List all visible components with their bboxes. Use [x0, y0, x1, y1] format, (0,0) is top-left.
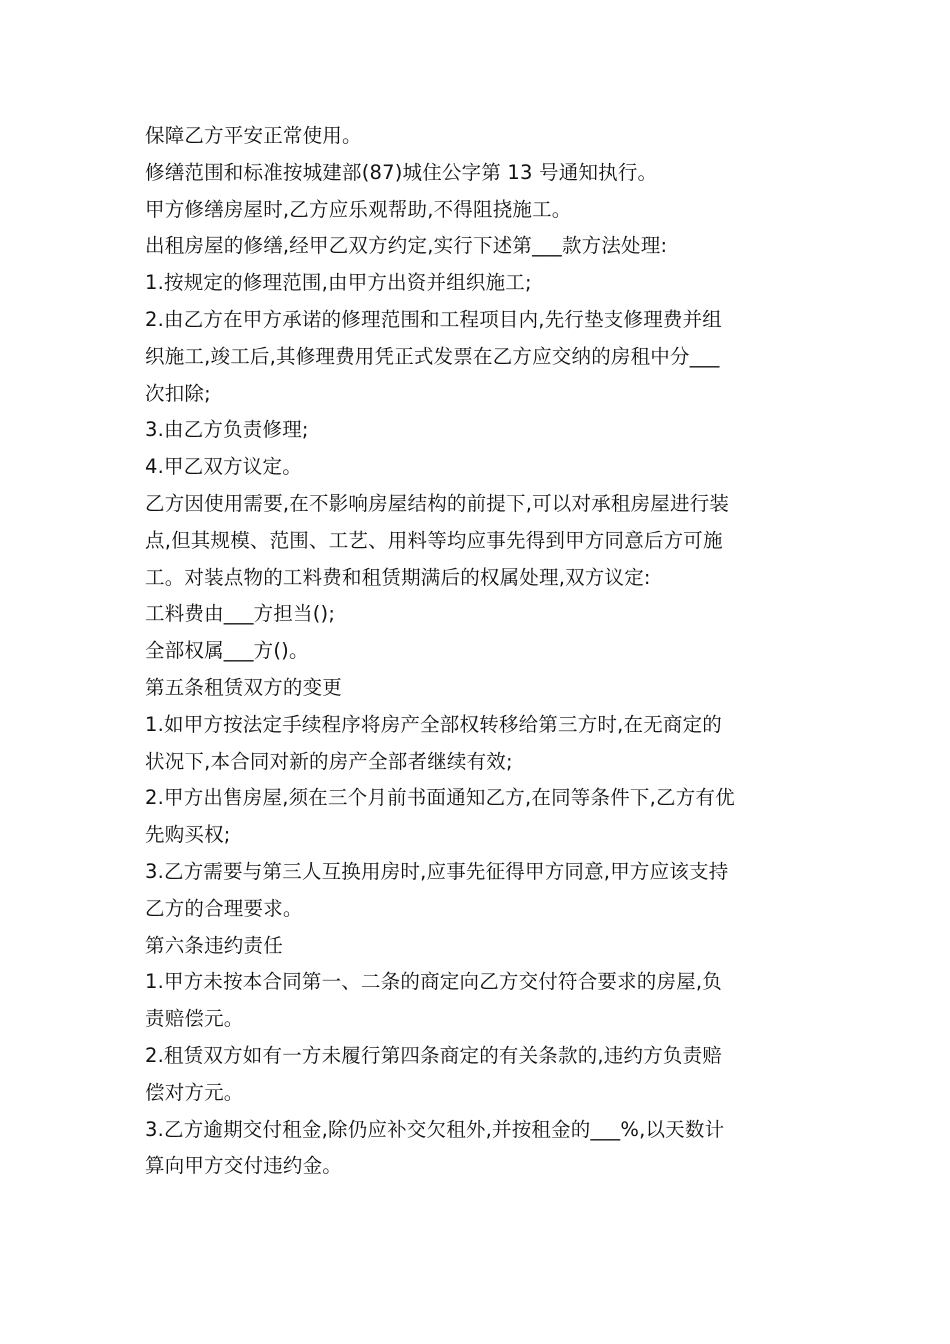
text-line: 乙方的合理要求。	[145, 896, 303, 920]
section-heading: 第五条租赁双方的变更	[145, 675, 343, 699]
text-line: 织施工,竣工后,其修理费用凭正式发票在乙方应交纳的房租中分___	[145, 344, 720, 368]
text-line: 责赔偿元。	[145, 1007, 244, 1031]
text-line: 乙方因使用需要,在不影响房屋结构的前提下,可以对承租房屋进行装	[145, 491, 730, 515]
text-line: 工。对装点物的工料费和租赁期满后的权属处理,双方议定:	[145, 565, 651, 589]
text-line: 点,但其规模、范围、工艺、用料等均应事先得到甲方同意后方可施	[145, 528, 723, 552]
text-line: 1.甲方未按本合同第一、二条的商定向乙方交付符合要求的房屋,负	[145, 970, 723, 994]
text-line: 次扣除;	[145, 381, 211, 405]
section-heading: 第六条违约责任	[145, 933, 283, 957]
text-line: 3.乙方需要与第三人互换用房时,应事先征得甲方同意,甲方应该支持	[145, 859, 729, 883]
text-line: 保障乙方平安正常使用。	[145, 124, 362, 147]
text-line: 3.乙方逾期交付租金,除仍应补交欠租外,并按租金的___%,以天数计	[145, 1117, 725, 1141]
text-line: 2.由乙方在甲方承诺的修理范围和工程项目内,先行垫支修理费并组	[145, 307, 723, 331]
text-line: 全部权属___方()。	[145, 639, 309, 663]
text-line: 甲方修缮房屋时,乙方应乐观帮助,不得阻挠施工。	[145, 197, 572, 221]
text-line: 工料费由___方担当();	[145, 602, 336, 626]
text-line: 2.租赁双方如有一方未履行第四条商定的有关条款的,违约方负责赔	[145, 1043, 723, 1067]
text-line: 1.如甲方按法定手续程序将房产全部权转移给第三方时,在无商定的	[145, 712, 723, 736]
text-line: 4.甲乙双方议定。	[145, 455, 302, 479]
text-line: 3.由乙方负责修理;	[145, 418, 309, 442]
text-line: 1.按规定的修理范围,由甲方出资并组织施工;	[145, 271, 532, 295]
text-line: 2.甲方出售房屋,须在三个月前书面通知乙方,在同等条件下,乙方有优	[145, 786, 735, 810]
text-line: 出租房屋的修缮,经甲乙双方约定,实行下述第___款方法处理:	[145, 234, 668, 258]
text-line: 偿对方元。	[145, 1080, 244, 1104]
document-body	[145, 118, 810, 1185]
text-line: 算向甲方交付违约金。	[145, 1154, 343, 1178]
text-line: 状况下,本合同对新的房产全部者继续有效;	[145, 749, 513, 773]
text-line: 先购买权;	[145, 823, 231, 847]
text-line: 修缮范围和标准按城建部(87)城住公字第 13 号通知执行。	[145, 160, 658, 184]
